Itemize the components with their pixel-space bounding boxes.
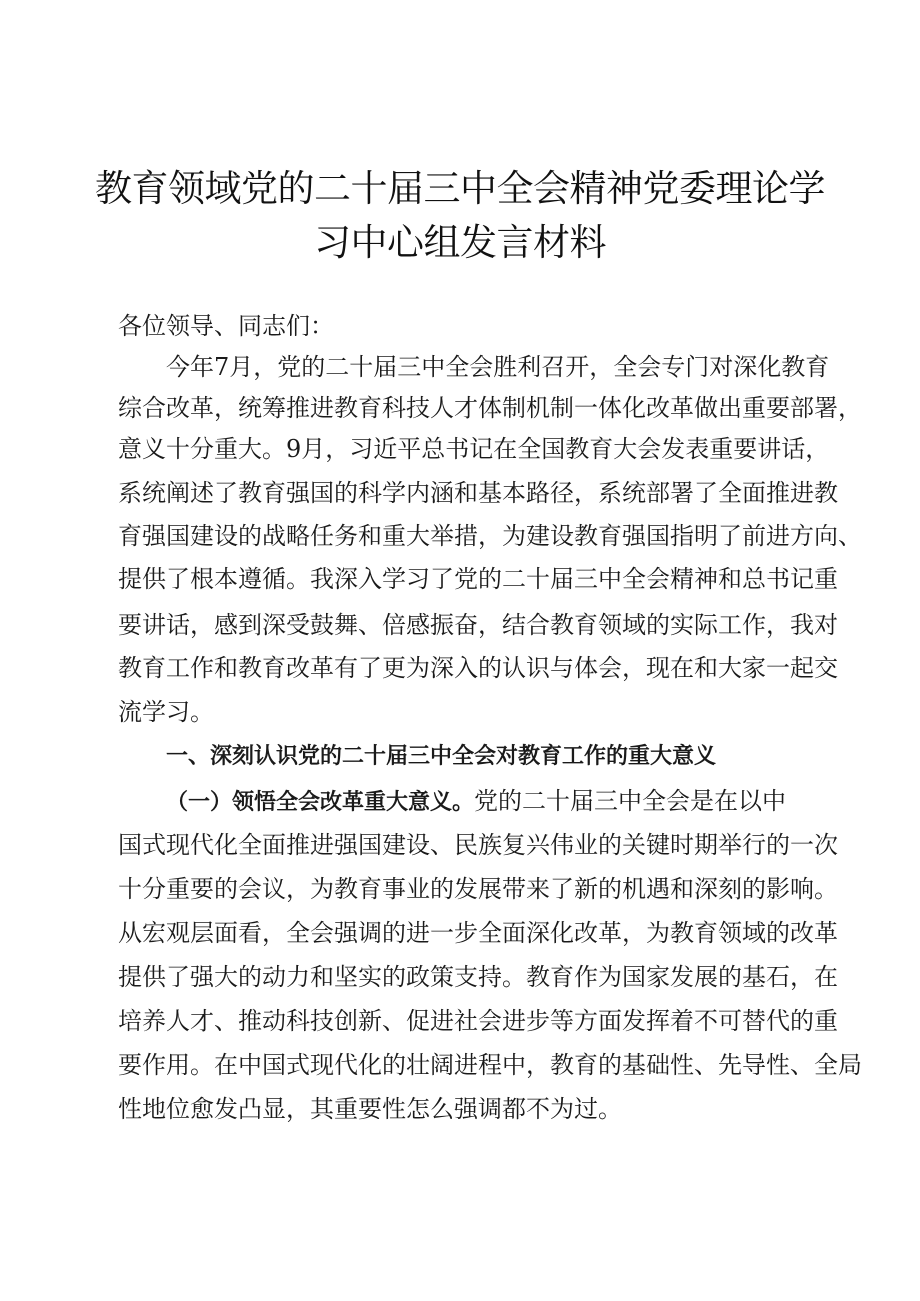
intro-line-4: 系统阐述了教育强国的科学内涵和基本路径，系统部署了全面推进教	[118, 479, 838, 507]
greeting: 各位领导、同志们：	[118, 312, 334, 340]
body-line-5: 培养人才、推动科技创新、促进社会进步等方面发挥着不可替代的重	[118, 1007, 838, 1035]
body-line-3: 从宏观层面看，全会强调的进一步全面深化改革，为教育领域的改革	[118, 919, 838, 947]
intro-line-7: 要讲话，感到深受鼓舞、倍感振奋，结合教育领域的实际工作，我对	[118, 611, 838, 639]
subsection-first-text: 党的二十届三中全会是在以中	[474, 787, 787, 815]
intro-line-1: 今年7月，党的二十届三中全会胜利召开，全会专门对深化教育	[166, 353, 830, 381]
body-line-7: 性地位愈发凸显，其重要性怎么强调都不为过。	[118, 1095, 622, 1123]
body-line-4: 提供了强大的动力和坚实的政策支持。教育作为国家发展的基石，在	[118, 963, 838, 991]
document-title-line-1: 教育领域党的二十届三中全会精神党委理论学	[95, 167, 825, 210]
body-line-2: 十分重要的会议，为教育事业的发展带来了新的机遇和深刻的影响。	[118, 875, 838, 903]
subsection-heading: （一）领悟全会改革重大意义。	[166, 790, 475, 815]
intro-line-8: 教育工作和教育改革有了更为深入的认识与体会，现在和大家一起交	[118, 654, 838, 682]
intro-line-3: 意义十分重大。9月，习近平总书记在全国教育大会发表重要讲话，	[118, 435, 830, 463]
document-title-line-2: 习中心组发言材料	[314, 221, 606, 264]
body-line-6: 要作用。在中国式现代化的壮阔进程中，教育的基础性、先导性、全局	[118, 1051, 862, 1079]
subsection-first-line	[166, 786, 818, 818]
section-heading: 一、深刻认识党的二十届三中全会对教育工作的重大意义	[166, 744, 717, 769]
intro-line-6: 提供了根本遵循。我深入学习了党的二十届三中全会精神和总书记重	[118, 565, 838, 593]
intro-line-2: 综合改革，统筹推进教育科技人才体制机制一体化改革做出重要部署，	[118, 394, 862, 422]
intro-line-5: 育强国建设的战略任务和重大举措，为建设教育强国指明了前进方向、	[118, 522, 862, 550]
intro-line-9: 流学习。	[118, 698, 214, 726]
body-line-1: 国式现代化全面推进强国建设、民族复兴伟业的关键时期举行的一次	[118, 831, 838, 859]
